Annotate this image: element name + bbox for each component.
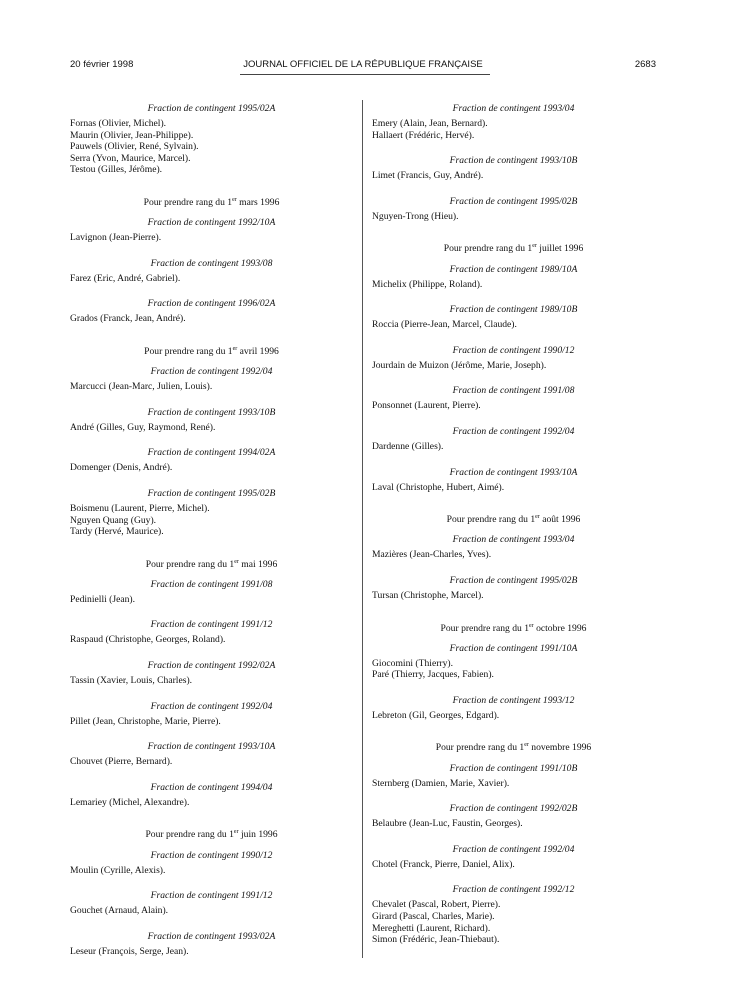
contingent-fraction-heading: Fraction de contingent 1992/02B — [449, 803, 578, 815]
name-list — [70, 422, 353, 434]
contingent-fraction-heading: Fraction de contingent 1995/02B — [147, 487, 276, 499]
name-list — [372, 211, 655, 223]
name-list — [372, 118, 655, 141]
contingent-fraction-heading: Fraction de contingent 1990/12 — [452, 344, 575, 356]
list-item: Mazières (Jean-Charles, Yves). — [372, 549, 492, 561]
contingent-fraction-heading: Fraction de contingent 1992/04 — [452, 843, 575, 855]
list-item: Jourdain de Muizon (Jérôme, Marie, Joseph). — [372, 359, 547, 371]
name-list — [372, 441, 655, 453]
list-item: Emery (Alain, Jean, Bernard). — [372, 118, 488, 129]
contingent-fraction-heading: Fraction de contingent 1991/10B — [449, 762, 578, 774]
list-item: Mereghetti (Laurent, Richard). — [372, 922, 491, 934]
list-item: Farez (Eric, André, Gabriel). — [70, 272, 181, 284]
contingent-fraction-heading: Fraction de contingent 1989/10B — [449, 304, 578, 316]
rank-date-heading: Pour prendre rang du 1er mai 1996 — [145, 558, 278, 570]
list-item: Gouchet (Arnaud, Alain). — [70, 905, 169, 917]
name-list — [70, 756, 353, 768]
list-item: Moulin (Cyrille, Alexis). — [70, 864, 166, 876]
contingent-fraction-heading: Fraction de contingent 1993/02A — [147, 930, 276, 942]
list-item: Pillet (Jean, Christophe, Marie, Pierre). — [70, 715, 221, 727]
list-item: Belaubre (Jean-Luc, Faustin, Georges). — [372, 818, 523, 830]
contingent-fraction-heading: Fraction de contingent 1995/02B — [449, 574, 578, 586]
rank-date-heading: Pour prendre rang du 1er novembre 1996 — [435, 742, 592, 754]
contingent-fraction-heading: Fraction de contingent 1993/10B — [147, 406, 276, 418]
contingent-fraction-heading: Fraction de contingent 1993/12 — [452, 694, 575, 706]
contingent-fraction-heading: Fraction de contingent 1991/08 — [452, 385, 575, 397]
list-item: Chevalet (Pascal, Robert, Pierre). — [372, 899, 501, 911]
list-item: Pauwels (Olivier, René, Sylvain). — [70, 141, 199, 153]
list-item: Hallaert (Frédéric, Hervé). — [372, 129, 475, 141]
list-item: Fornas (Olivier, Michel). — [70, 118, 167, 129]
name-list — [70, 462, 353, 474]
list-item: Laval (Christophe, Hubert, Aimé). — [372, 481, 505, 493]
name-list — [372, 658, 655, 681]
name-list — [70, 797, 353, 809]
name-list — [70, 313, 353, 325]
contingent-fraction-heading: Fraction de contingent 1993/08 — [150, 257, 273, 269]
list-item: Chotel (Franck, Pierre, Daniel, Alix). — [372, 858, 515, 870]
journal-title: JOURNAL OFFICIEL DE LA RÉPUBLIQUE FRANÇAISE — [243, 59, 483, 70]
list-item: Lebreton (Gil, Georges, Edgard). — [372, 709, 500, 721]
rank-date-heading: Pour prendre rang du 1er août 1996 — [446, 514, 581, 526]
name-list — [70, 865, 353, 877]
name-list — [70, 118, 353, 176]
list-item: Nguyen Quang (Guy). — [70, 514, 157, 526]
list-item: Serra (Yvon, Maurice, Marcel). — [70, 152, 191, 164]
left-column — [70, 97, 353, 965]
page-header — [70, 59, 656, 75]
list-item: Limet (Francis, Guy, André). — [372, 170, 484, 182]
name-list — [372, 170, 655, 182]
list-item: Nguyen-Trong (Hieu). — [372, 210, 459, 222]
name-list — [70, 634, 353, 646]
list-item: Maurin (Olivier, Jean-Philippe). — [70, 129, 194, 141]
list-item: André (Gilles, Guy, Raymond, René). — [70, 421, 216, 433]
list-item: Ponsonnet (Laurent, Pierre). — [372, 400, 481, 412]
contingent-fraction-heading: Fraction de contingent 1995/02A — [147, 103, 276, 114]
contingent-fraction-heading: Fraction de contingent 1992/04 — [150, 366, 273, 378]
contingent-fraction-heading: Fraction de contingent 1993/10A — [449, 466, 578, 478]
contingent-fraction-heading: Fraction de contingent 1993/04 — [452, 534, 575, 546]
list-item: Tassin (Xavier, Louis, Charles). — [70, 675, 193, 687]
name-list — [70, 273, 353, 285]
name-list — [372, 482, 655, 494]
contingent-fraction-heading: Fraction de contingent 1991/12 — [150, 890, 273, 902]
name-list — [70, 946, 353, 958]
right-column — [372, 97, 655, 954]
list-item: Paré (Thierry, Jacques, Fabien). — [372, 669, 494, 681]
contingent-fraction-heading: Fraction de contingent 1992/04 — [150, 700, 273, 712]
name-list — [372, 319, 655, 331]
name-list — [372, 899, 655, 945]
list-item: Sternberg (Damien, Marie, Xavier). — [372, 777, 510, 789]
list-item: Marcucci (Jean-Marc, Julien, Louis). — [70, 381, 213, 393]
contingent-fraction-heading: Fraction de contingent 1991/12 — [150, 619, 273, 631]
name-list — [70, 232, 353, 244]
contingent-fraction-heading: Fraction de contingent 1990/12 — [150, 849, 273, 861]
contingent-fraction-heading: Fraction de contingent 1995/02B — [449, 195, 578, 207]
contingent-fraction-heading: Fraction de contingent 1992/12 — [452, 884, 575, 896]
contingent-fraction-heading: Fraction de contingent 1993/10A — [147, 741, 276, 753]
name-list — [70, 675, 353, 687]
contingent-fraction-heading: Fraction de contingent 1994/02A — [147, 447, 276, 459]
name-list — [372, 710, 655, 722]
name-list — [372, 778, 655, 790]
list-item: Lavignon (Jean-Pierre). — [70, 232, 162, 244]
header-rule — [240, 74, 490, 75]
contingent-fraction-heading: Fraction de contingent 1991/08 — [150, 578, 273, 590]
name-list — [372, 818, 655, 830]
list-item: Raspaud (Christophe, Georges, Roland). — [70, 634, 226, 646]
list-item: Tardy (Hervé, Maurice). — [70, 526, 164, 538]
name-list — [372, 279, 655, 291]
list-item: Domenger (Denis, André). — [70, 462, 173, 474]
list-item: Grados (Franck, Jean, André). — [70, 313, 186, 325]
rank-date-heading: Pour prendre rang du 1er mars 1996 — [143, 196, 280, 209]
contingent-fraction-heading: Fraction de contingent 1993/04 — [452, 103, 575, 114]
name-list — [70, 905, 353, 917]
name-list — [70, 716, 353, 728]
list-item: Dardenne (Gilles). — [372, 440, 444, 452]
list-item: Girard (Pascal, Charles, Marie). — [372, 911, 495, 923]
contingent-fraction-heading: Fraction de contingent 1991/10A — [449, 642, 578, 654]
name-list — [70, 381, 353, 393]
name-list — [70, 503, 353, 538]
name-list — [372, 859, 655, 871]
contingent-fraction-heading: Fraction de contingent 1994/04 — [150, 781, 273, 793]
list-item: Pedinielli (Jean). — [70, 593, 136, 605]
name-list — [372, 360, 655, 372]
header-date: 20 février 1998 — [70, 59, 134, 70]
list-item: Boismenu (Laurent, Pierre, Michel). — [70, 502, 210, 514]
rank-date-heading: Pour prendre rang du 1er octobre 1996 — [440, 622, 587, 634]
list-item: Tursan (Christophe, Marcel). — [372, 589, 484, 601]
name-list — [70, 594, 353, 606]
contingent-fraction-heading: Fraction de contingent 1996/02A — [147, 298, 276, 310]
list-item: Roccia (Pierre-Jean, Marcel, Claude). — [372, 319, 517, 331]
list-item: Lemariey (Michel, Alexandre). — [70, 796, 190, 808]
list-item: Michelix (Philippe, Roland). — [372, 278, 483, 290]
name-list — [372, 590, 655, 602]
rank-date-heading: Pour prendre rang du 1er juin 1996 — [145, 829, 278, 841]
list-item: Testou (Gilles, Jérôme). — [70, 164, 163, 176]
name-list — [372, 400, 655, 412]
column-divider — [362, 100, 363, 958]
list-item: Giocomini (Thierry). — [372, 657, 453, 669]
list-item: Simon (Frédéric, Jean-Thiebaut). — [372, 934, 500, 946]
list-item: Chouvet (Pierre, Bernard). — [70, 756, 173, 768]
name-list — [372, 549, 655, 561]
contingent-fraction-heading: Fraction de contingent 1992/10A — [147, 217, 276, 229]
contingent-fraction-heading: Fraction de contingent 1992/02A — [147, 660, 276, 672]
contingent-fraction-heading: Fraction de contingent 1993/10B — [449, 155, 578, 167]
list-item: Leseur (François, Serge, Jean). — [70, 945, 189, 957]
contingent-fraction-heading: Fraction de contingent 1989/10A — [449, 263, 578, 275]
contingent-fraction-heading: Fraction de contingent 1992/04 — [452, 425, 575, 437]
page-number: 2683 — [634, 59, 656, 70]
rank-date-heading: Pour prendre rang du 1er juillet 1996 — [443, 243, 584, 255]
rank-date-heading: Pour prendre rang du 1er avril 1996 — [144, 345, 279, 358]
